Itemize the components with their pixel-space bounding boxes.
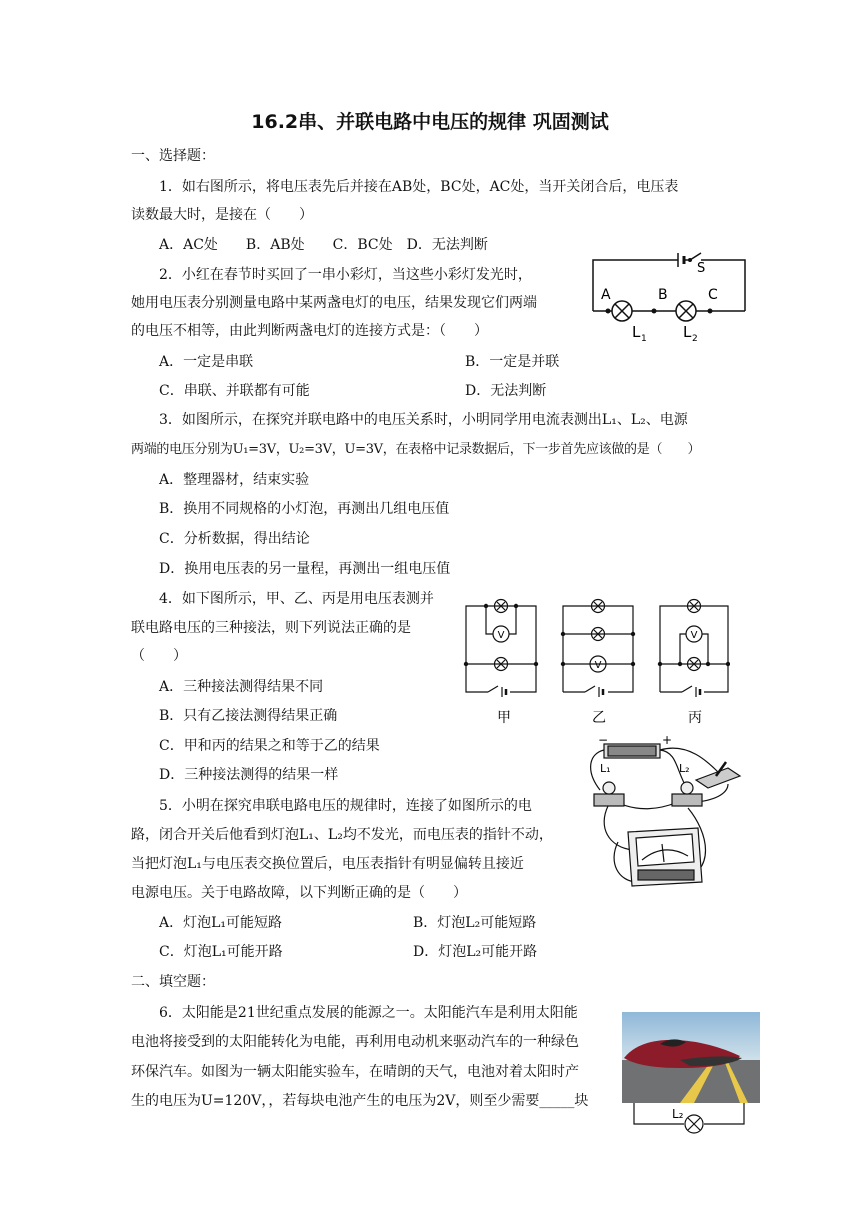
q5-stem-line3: 当把灯泡L₁与电压表交换位置后，电压表指针有明显偏转且接近: [131, 856, 524, 872]
q1-stem-line1: 1．如右图所示，将电压表先后并接在AB处，BC处，AC处，当开关闭合后，电压表: [159, 179, 679, 195]
section-heading-choice: 一、选择题：: [131, 148, 215, 164]
fig1-label-s: S: [697, 261, 706, 276]
q2-option-d: D．无法判断: [465, 383, 547, 399]
fig4-voltmeter-yi: V: [594, 660, 602, 671]
fig4-label-bing: 丙: [688, 710, 702, 726]
fig1-label-l2: L: [683, 323, 692, 341]
q5-option-b: B．灯泡L₂可能短路: [413, 915, 537, 931]
q2-stem-line2: 她用电压表分别测量电路中某两盏电灯的电压，结果发现它们两端: [131, 295, 537, 311]
q5-stem-line1: 5．小明在探究串联电路电压的规律时，连接了如图所示的电: [159, 798, 532, 814]
q6-stem-line1: 6．太阳能是21世纪重点发展的能源之一。太阳能汽车是利用太阳能: [159, 1005, 578, 1021]
fig4-label-jia: 甲: [497, 710, 511, 726]
fig5-label-l2: L₂: [679, 762, 690, 775]
q2-stem-line3: 的电压不相等，由此判断两盏电灯的连接方式是：（ ）: [131, 323, 488, 339]
q3-option-a: A．整理器材，结束实验: [159, 472, 310, 488]
q4-stem-line2: 联电路电压的三种接法，则下列说法正确的是: [131, 620, 411, 636]
fig1-label-l1-sub: 1: [641, 334, 647, 343]
q5-stem-line2: 路，闭合开关后他看到灯泡L₁、L₂均不发光，而电压表的指针不动，: [131, 827, 553, 843]
q4-circuits-figure: [460, 592, 730, 727]
fig5-label-l1: L₁: [600, 762, 611, 775]
q4-option-a: A．三种接法测得结果不同: [159, 679, 324, 695]
fig5-label-minus: −: [598, 733, 609, 747]
q3-option-d: D．换用电压表的另一量程，再测出一组电压值: [159, 561, 451, 577]
q3-stem-line1: 3．如图所示，在探究并联电路中的电压关系时，小明同学用电流表测出L₁、L₂、电源: [159, 412, 688, 428]
q6-solar-car-figure: [620, 1010, 765, 1135]
q4-stem-line3: （ ）: [131, 648, 187, 664]
fig4-voltmeter-jia: V: [497, 630, 505, 641]
page-title: 16.2串、并联电路中电压的规律 巩固测试: [251, 111, 609, 133]
q5-apparatus-figure: [578, 732, 743, 894]
fig1-label-l2-sub: 2: [692, 334, 698, 343]
fig6-label-l2: L₂: [672, 1107, 684, 1121]
q1-options: A．AC处 B．AB处 C．BC处 D．无法判断: [159, 237, 488, 253]
q4-option-d: D．三种接法测得的结果一样: [159, 767, 339, 783]
q2-option-b: B．一定是并联: [465, 354, 560, 370]
fig1-label-a: A: [601, 287, 611, 303]
fig1-label-c: C: [708, 287, 718, 303]
q3-stem-line2: 两端的电压分别为U₁=3V，U₂=3V，U=3V，在表格中记录数据后，下一步首先应该做的是（ ）: [131, 442, 701, 457]
fig4-label-yi: 乙: [592, 710, 606, 726]
section-heading-fill: 二、填空题：: [131, 974, 215, 990]
fig1-label-l1: L: [632, 323, 641, 341]
q6-stem-line4: 生的电压为U=120V，，若每块电池产生的电压为2V，则至少需要_____块: [131, 1093, 589, 1109]
q6-stem-line3: 环保汽车。如图为一辆太阳能实验车，在晴朗的天气，电池对着太阳时产: [131, 1064, 579, 1080]
fig5-label-plus: +: [662, 733, 673, 747]
q4-stem-line1: 4．如下图所示，甲、乙、丙是用电压表测并: [159, 591, 434, 607]
q2-option-c: C．串联、并联都有可能: [159, 383, 310, 399]
q6-stem-line2: 电池将接受到的太阳能转化为电能，再利用电动机来驱动汽车的一种绿色: [131, 1034, 579, 1050]
q5-option-d: D．灯泡L₂可能开路: [413, 944, 538, 960]
q2-stem-line1: 2．小红在春节时买回了一串小彩灯，当这些小彩灯发光时，: [159, 267, 532, 283]
q5-option-a: A．灯泡L₁可能短路: [159, 915, 283, 931]
q1-circuit-figure: [590, 243, 750, 343]
q4-option-c: C．甲和丙的结果之和等于乙的结果: [159, 738, 380, 754]
q4-option-b: B．只有乙接法测得结果正确: [159, 708, 338, 724]
q3-option-c: C．分析数据，得出结论: [159, 531, 310, 547]
fig1-label-b: B: [658, 287, 668, 303]
fig4-voltmeter-bing: V: [690, 630, 698, 641]
q1-stem-line2: 读数最大时，是接在（ ）: [131, 207, 313, 223]
q2-option-a: A．一定是串联: [159, 354, 254, 370]
q3-option-b: B．换用不同规格的小灯泡，再测出几组电压值: [159, 501, 450, 517]
q5-stem-line4: 电源电压。关于电路故障，以下判断正确的是（ ）: [131, 885, 467, 901]
q5-option-c: C．灯泡L₁可能开路: [159, 944, 283, 960]
